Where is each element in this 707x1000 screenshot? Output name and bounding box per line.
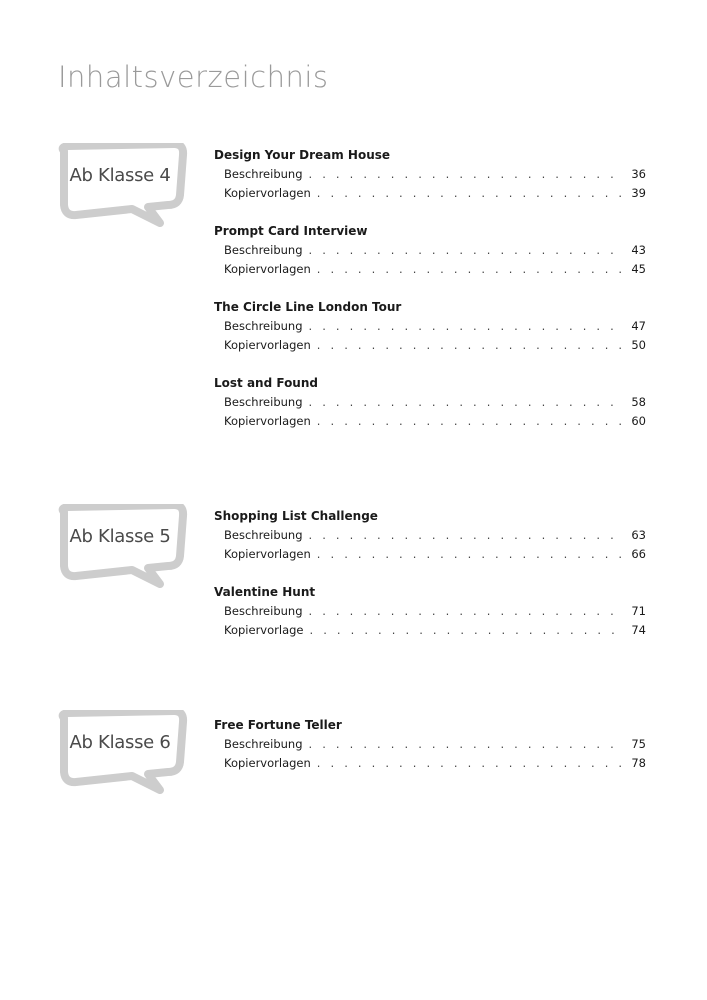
grade-badge-5 (56, 504, 190, 590)
speech-bubble-icon (56, 710, 190, 796)
entry-title: Prompt Card Interview (214, 224, 368, 238)
entry-title: Valentine Hunt (214, 585, 316, 599)
page-number: 36 (631, 167, 646, 181)
dot-leader (309, 393, 623, 412)
grade-badge-4 (56, 143, 190, 229)
page-number: 60 (631, 414, 646, 428)
dot-leader (317, 260, 622, 279)
toc-row[interactable] (214, 165, 646, 184)
page-number: 45 (631, 262, 646, 276)
dot-leader (309, 526, 623, 545)
speech-bubble-icon (56, 143, 190, 229)
toc-row[interactable] (214, 602, 646, 621)
toc-row[interactable] (214, 241, 646, 260)
row-label: Kopiervorlagen (224, 547, 311, 561)
toc-row[interactable] (214, 393, 646, 412)
toc-row[interactable] (214, 526, 646, 545)
dot-leader (310, 621, 623, 640)
row-label: Beschreibung (224, 528, 303, 542)
page-number: 78 (631, 756, 646, 770)
row-label: Beschreibung (224, 319, 303, 333)
entry-title: Design Your Dream House (214, 148, 391, 162)
entry-title: Lost and Found (214, 376, 318, 390)
dot-leader (309, 602, 623, 621)
page-number: 58 (631, 395, 646, 409)
grade-badge-label: Ab Klasse 5 (69, 526, 171, 547)
dot-leader (317, 754, 622, 773)
toc-entry-circle-line-london-tour (214, 298, 646, 355)
dot-leader (309, 165, 623, 184)
page-number: 43 (631, 243, 646, 257)
dot-leader (309, 241, 623, 260)
row-label: Beschreibung (224, 604, 303, 618)
dot-leader (309, 735, 623, 754)
row-label: Kopiervorlagen (224, 262, 311, 276)
toc-row[interactable] (214, 412, 646, 431)
dot-leader (317, 545, 622, 564)
row-label: Beschreibung (224, 243, 303, 257)
row-label: Kopiervorlagen (224, 338, 311, 352)
toc-row[interactable] (214, 336, 646, 355)
row-label: Kopiervorlage (224, 623, 304, 637)
toc-row[interactable] (214, 260, 646, 279)
toc-row[interactable] (214, 735, 646, 754)
entry-title: The Circle Line London Tour (214, 300, 402, 314)
toc-row[interactable] (214, 754, 646, 773)
toc-row[interactable] (214, 545, 646, 564)
page-number: 66 (631, 547, 646, 561)
dot-leader (317, 184, 622, 203)
page-number: 63 (631, 528, 646, 542)
row-label: Kopiervorlagen (224, 186, 311, 200)
toc-entry-free-fortune-teller (214, 716, 646, 773)
row-label: Beschreibung (224, 737, 303, 751)
toc-entry-design-your-dream-house (214, 146, 646, 203)
toc-row[interactable] (214, 184, 646, 203)
dot-leader (309, 317, 623, 336)
dot-leader (317, 412, 622, 431)
toc-entry-valentine-hunt (214, 583, 646, 640)
toc-entry-prompt-card-interview (214, 222, 646, 279)
toc-entry-shopping-list-challenge (214, 507, 646, 564)
dot-leader (317, 336, 622, 355)
toc-entry-lost-and-found (214, 374, 646, 431)
toc-row[interactable] (214, 621, 646, 640)
row-label: Kopiervorlagen (224, 414, 311, 428)
page-number: 39 (631, 186, 646, 200)
entry-title: Shopping List Challenge (214, 509, 378, 523)
toc-row[interactable] (214, 317, 646, 336)
row-label: Beschreibung (224, 167, 303, 181)
page-number: 74 (631, 623, 646, 637)
page-number: 71 (631, 604, 646, 618)
page-title: Inhaltsverzeichnis (58, 60, 329, 94)
entry-title: Free Fortune Teller (214, 718, 342, 732)
page-number: 47 (631, 319, 646, 333)
row-label: Kopiervorlagen (224, 756, 311, 770)
grade-badge-6 (56, 710, 190, 796)
grade-badge-label: Ab Klasse 6 (69, 732, 171, 753)
page-number: 75 (631, 737, 646, 751)
page-number: 50 (631, 338, 646, 352)
speech-bubble-icon (56, 504, 190, 590)
grade-badge-label: Ab Klasse 4 (69, 165, 171, 186)
row-label: Beschreibung (224, 395, 303, 409)
